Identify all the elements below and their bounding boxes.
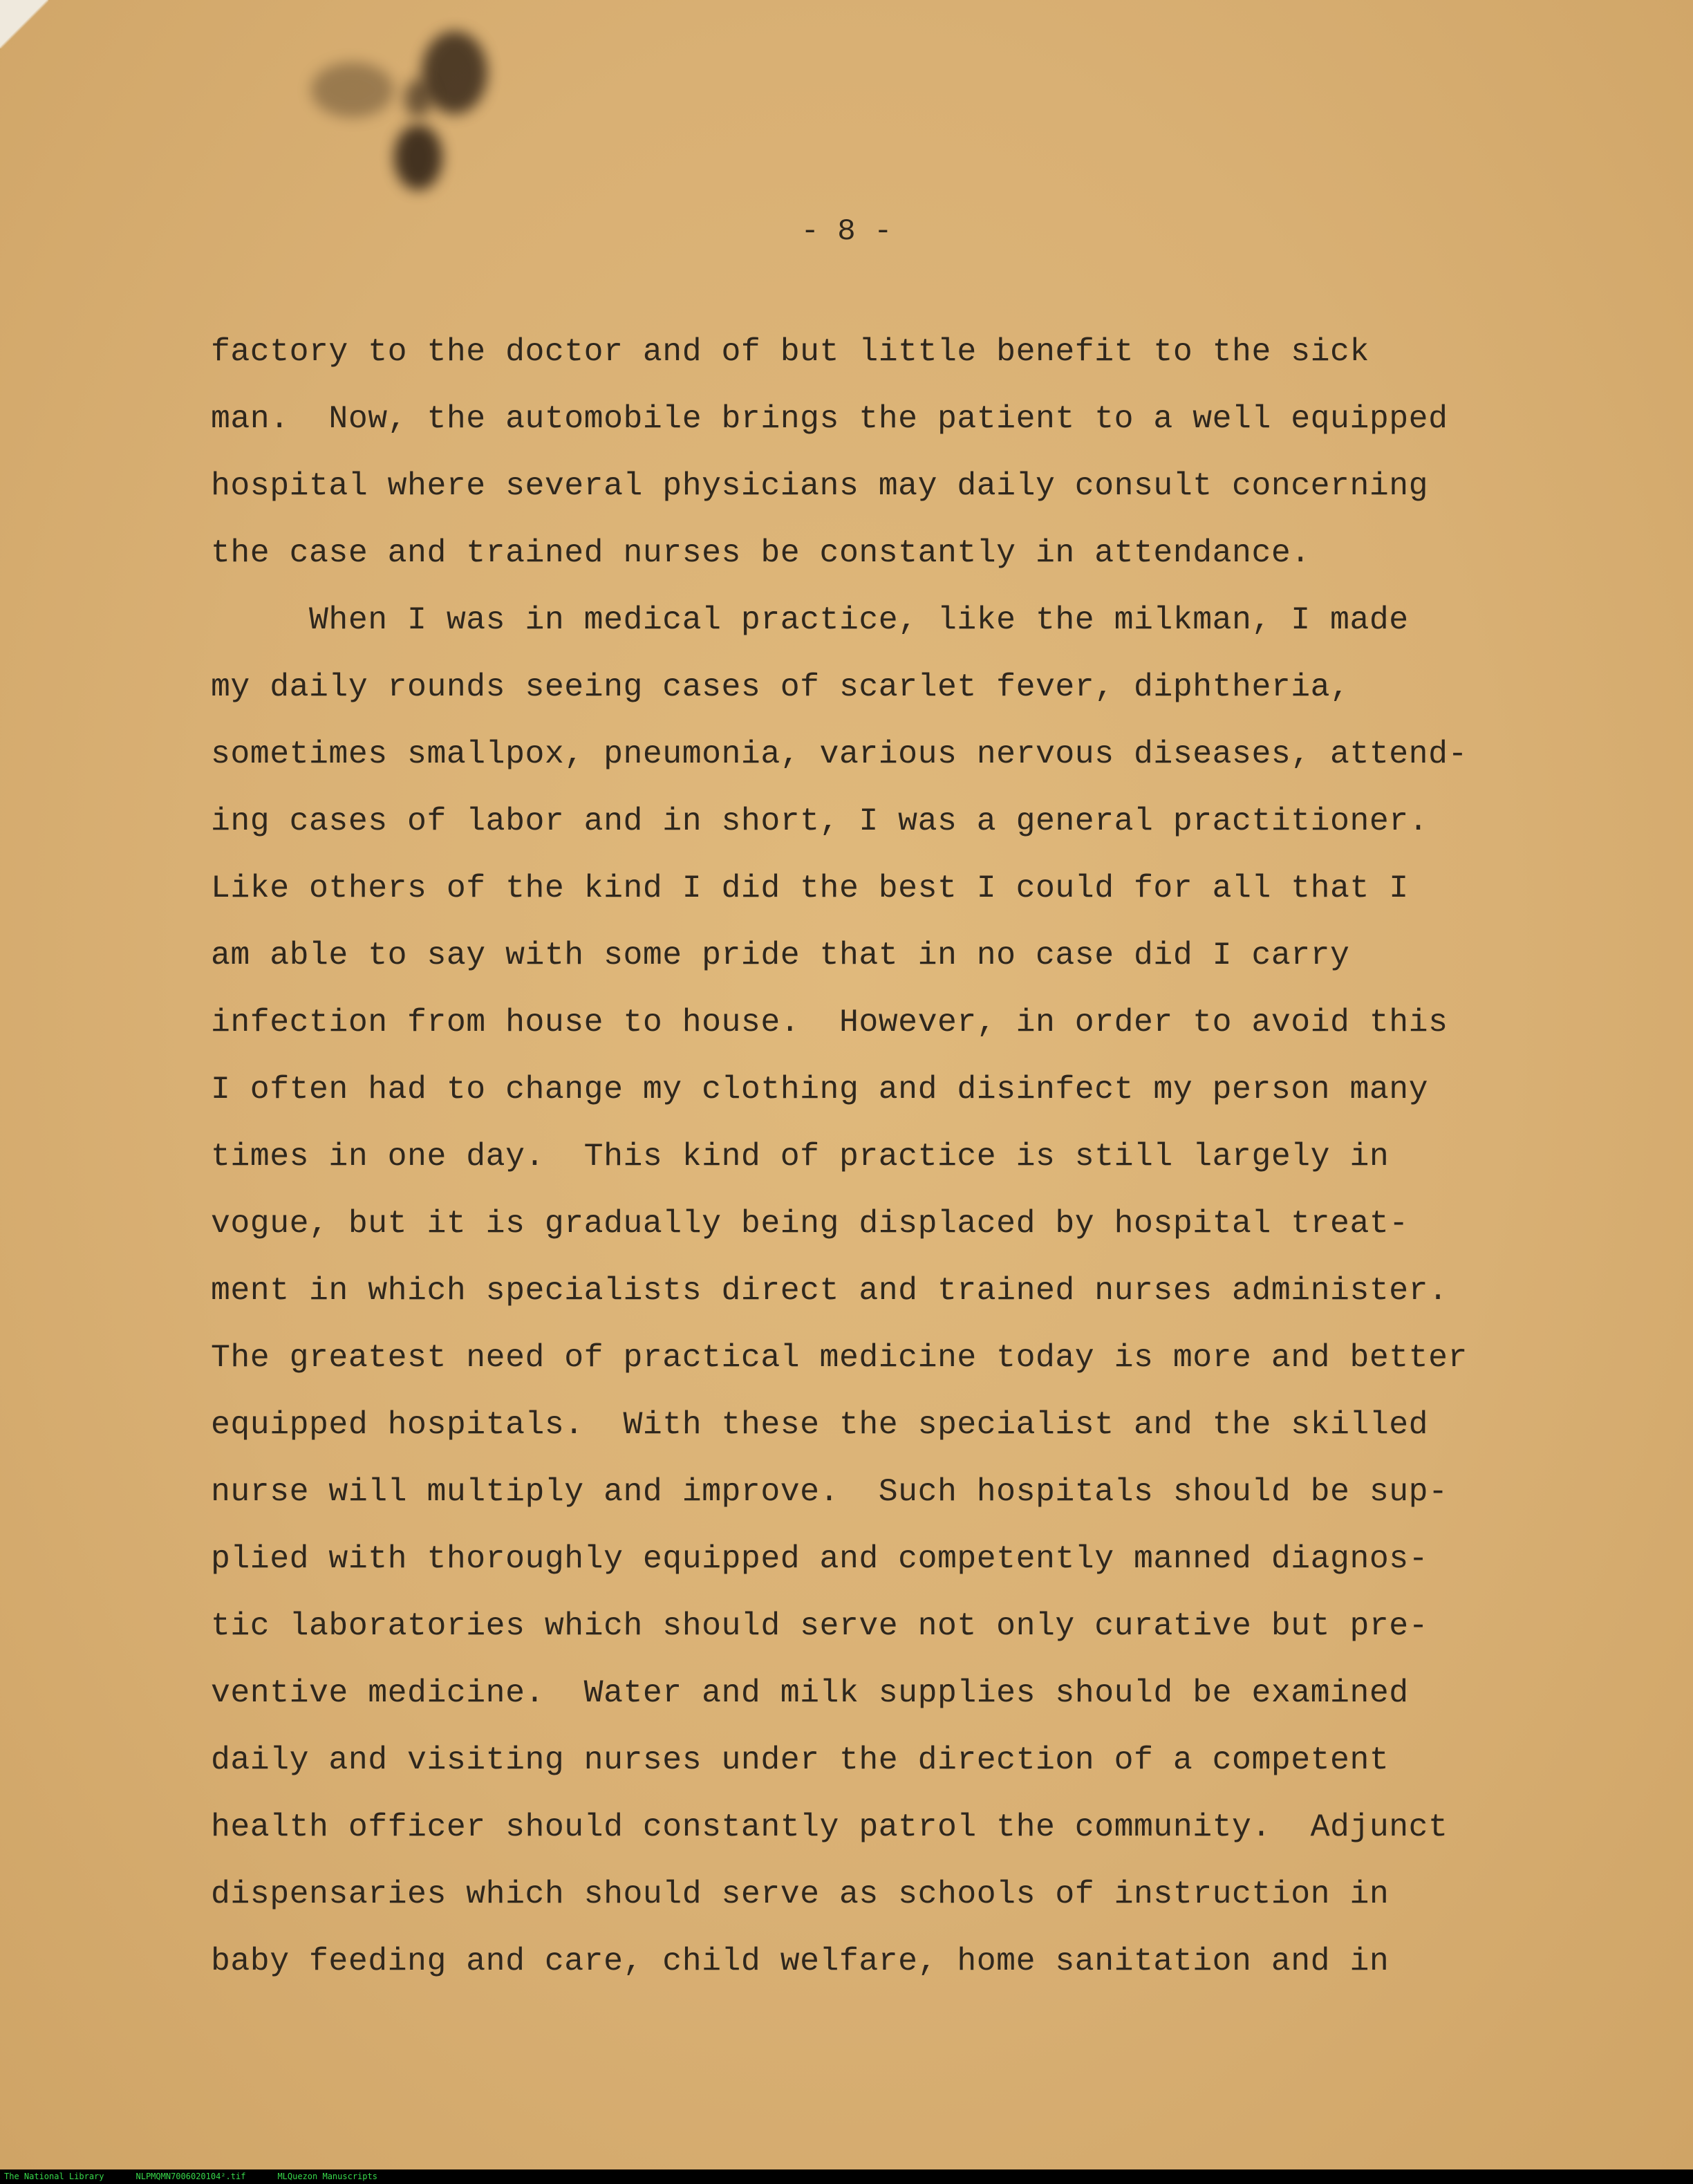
text-line: When I was in medical practice, like the milkman, I made <box>211 601 1409 638</box>
text-line: health officer should constantly patrol the community. Adjunct <box>211 1809 1448 1845</box>
text-line: nurse will multiply and improve. Such hospitals should be sup- <box>211 1473 1448 1510</box>
text-line: equipped hospitals. With these the specialist and the skilled <box>211 1406 1429 1443</box>
text-line: Like others of the kind I did the best I could for all that I <box>211 870 1409 906</box>
text-line: baby feeding and care, child welfare, home sanitation and in <box>211 1943 1390 1979</box>
ink-stain <box>394 124 442 190</box>
text-line: ing cases of labor and in short, I was a general practitioner. <box>211 803 1429 839</box>
footer-library: The National Library <box>4 2172 104 2181</box>
text-line: man. Now, the automobile brings the patient to a well equipped <box>211 400 1448 437</box>
text-line: am able to say with some pride that in no case did I carry <box>211 937 1350 973</box>
text-line: sometimes smallpox, pneumonia, various nervous diseases, attend- <box>211 736 1468 772</box>
torn-corner <box>0 0 48 48</box>
footer-collection: MLQuezon Manuscripts <box>277 2172 377 2181</box>
text-line: plied with thoroughly equipped and competently manned diagnos- <box>211 1540 1429 1577</box>
scan-footer <box>0 2169 1693 2184</box>
text-line: ment in which specialists direct and trained nurses administer. <box>211 1272 1448 1309</box>
text-line: times in one day. This kind of practice is still largely in <box>211 1138 1390 1175</box>
page-number: - 8 - <box>801 214 892 249</box>
text-line: factory to the doctor and of but little benefit to the sick <box>211 333 1369 370</box>
text-line: infection from house to house. However, in order to avoid this <box>211 1004 1448 1040</box>
body-text <box>211 318 1621 1995</box>
footer-filename: NLPMQMN7006020104².tif <box>135 2172 246 2181</box>
text-line: I often had to change my clothing and disinfect my person many <box>211 1071 1429 1108</box>
text-line: dispensaries which should serve as schools of instruction in <box>211 1876 1390 1912</box>
text-line: The greatest need of practical medicine today is more and better <box>211 1339 1468 1376</box>
text-line: tic laboratories which should serve not only curative but pre- <box>211 1607 1429 1644</box>
text-line: vogue, but it is gradually being displaced by hospital treat- <box>211 1205 1409 1242</box>
text-line: the case and trained nurses be constantly in attendance. <box>211 534 1311 571</box>
ink-stain <box>404 80 432 118</box>
text-line: daily and visiting nurses under the direction of a competent <box>211 1742 1390 1778</box>
text-line: my daily rounds seeing cases of scarlet fever, diphtheria, <box>211 669 1350 705</box>
text-line: ventive medicine. Water and milk supplies should be examined <box>211 1674 1409 1711</box>
ink-stain <box>311 62 394 118</box>
text-line: hospital where several physicians may daily consult concerning <box>211 467 1429 504</box>
